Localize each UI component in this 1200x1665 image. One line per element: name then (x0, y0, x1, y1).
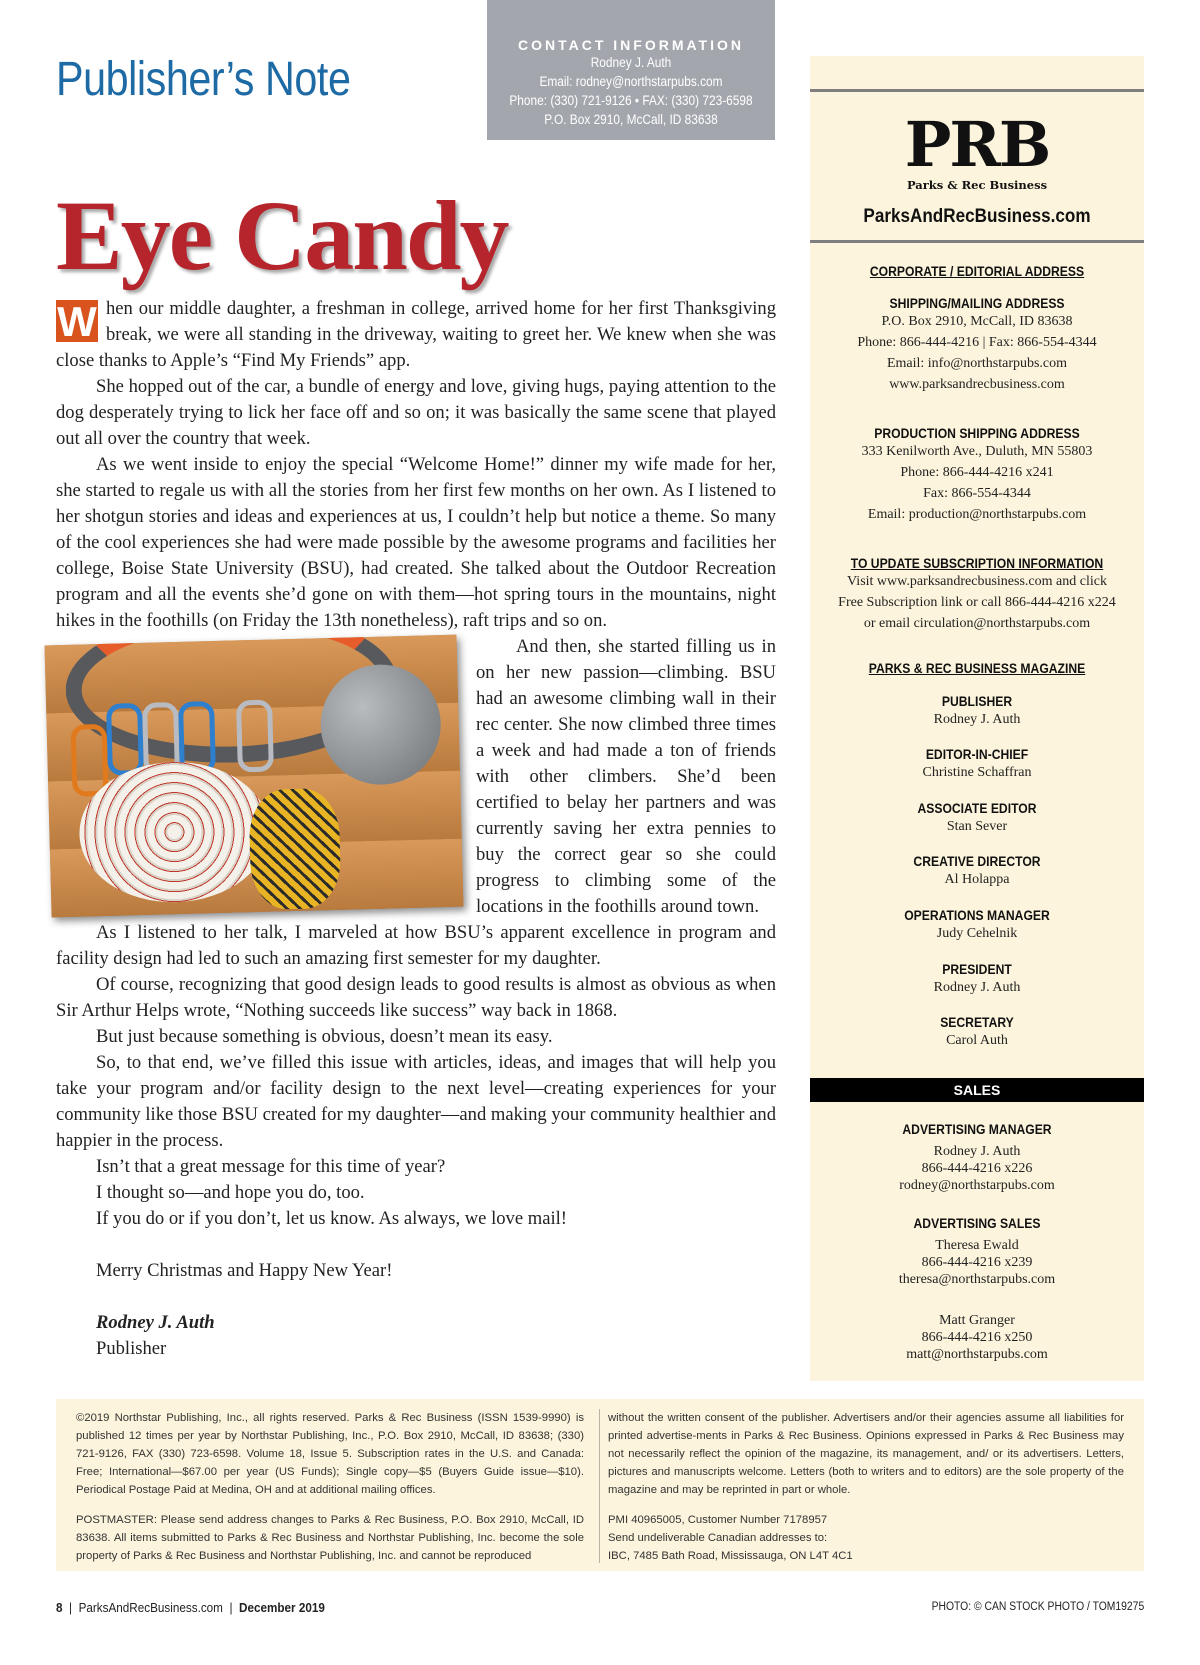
corporate-heading: CORPORATE / EDITORIAL ADDRESS (869, 264, 1085, 279)
staff-role: ASSOCIATE EDITOR (917, 801, 1037, 816)
ad-manager-phone: 866-444-4216 x226 (921, 1161, 1033, 1176)
production-email[interactable]: Email: production@northstarpubs.com (867, 507, 1087, 522)
magazine-heading: PARKS & REC BUSINESS MAGAZINE (868, 661, 1086, 676)
issue-date: December 2019 (238, 1600, 325, 1615)
section-title: Publisher’s Note (56, 53, 351, 106)
logo-tagline: Parks & Rec Business (906, 178, 1048, 192)
production-line: 333 Kenilworth Ave., Duluth, MN 55803 (861, 444, 1093, 459)
legal-column-right (608, 1409, 1124, 1565)
ad-sales-heading: ADVERTISING SALES (913, 1216, 1041, 1231)
staff-role: PUBLISHER (941, 694, 1013, 709)
article-paragraph: I thought so—and hope you do, too. (96, 1182, 365, 1203)
website-link[interactable]: ParksAndRecBusiness.com (863, 206, 1091, 227)
staff-name: Judy Cehelnik (936, 926, 1018, 941)
staff-role: PRESIDENT (942, 962, 1012, 977)
staff-role: EDITOR-IN-CHIEF (925, 747, 1029, 762)
signature-name: Rodney J. Auth (96, 1312, 215, 1333)
shipping-line: Phone: 866-444-4216 | Fax: 866-554-4344 (857, 335, 1097, 350)
paragraph-text: hen our middle daughter, a freshman in college, arrived home for her first Thanksgiving break, we were all standing in the driveway, waiting to greet her. We knew when she was close thanks to Apple’s “Find My Friends” app. (56, 298, 776, 371)
liability-notice: without the written consent of the publisher. Advertisers and/or their agencies assume all liabilities for printed advertise-ments in Parks & Rec Business. Opinions expressed in Parks & Rec Business may not necessarily reflect the opinion of the magazine, its management, and/ or its advertisers. Letters, pictures and manuscripts welcome. Letters (both to writers and to editors) are the sole property of the magazine and may be reprinted in part or whole. (608, 1412, 1124, 1496)
article-paragraph: As I listened to her talk, I marveled at how BSU’s apparent excellence in program and facility design had led to such an amazing first semester for my daughter. (56, 922, 776, 969)
article-paragraph: But just because something is obvious, doesn’t mean its easy. (96, 1026, 553, 1047)
postmaster-notice: POSTMASTER: Please send address changes to Parks & Rec Business, P.O. Box 2910, McCall, ID 83638. All items submitted to Parks & Rec Business and Northstar Publishing, Inc. become the sole property of Parks & Rec Business and Northstar Publishing, Inc. and cannot be reproduced (76, 1514, 584, 1562)
subscription-line: or email circulation@northstarpubs.com (863, 616, 1091, 631)
footer-site[interactable]: ParksAndRecBusiness.com (78, 1600, 223, 1615)
ad-manager-name: Rodney J. Auth (933, 1144, 1021, 1159)
contact-line: Phone: (330) 721-9126 • FAX: (330) 723-6598 (509, 93, 753, 108)
staff-name: Christine Schaffran (922, 765, 1032, 780)
column-divider (599, 1409, 600, 1563)
article-paragraph: Of course, recognizing that good design leads to good results is almost as obvious as when Sir Arthur Helps wrote, “Nothing succeeds like success” way back in 1868. (56, 974, 776, 1021)
masthead-sidebar (810, 56, 1144, 1381)
subscription-line: Visit www.parksandrecbusiness.com and click (847, 574, 1107, 589)
article-paragraph (56, 452, 776, 634)
page-footer (56, 1600, 325, 1615)
ad-sales-email[interactable]: theresa@northstarpubs.com (898, 1272, 1056, 1287)
ad-sales-name: Matt Granger (939, 1313, 1015, 1328)
pmi-line: PMI 40965005, Customer Number 7178957 (608, 1514, 828, 1526)
contact-line: Rodney J. Auth (590, 55, 672, 70)
article-paragraph: Isn’t that a great message for this time of year? (96, 1156, 446, 1177)
legal-column-left (76, 1409, 584, 1577)
staff-name: Al Holappa (944, 872, 1010, 887)
canada-line: Send undeliverable Canadian addresses to: (608, 1532, 828, 1544)
ad-manager-heading: ADVERTISING MANAGER (902, 1122, 1052, 1137)
shipping-email[interactable]: Email: info@northstarpubs.com (886, 356, 1068, 371)
staff-name: Rodney J. Auth (933, 980, 1021, 995)
footer-separator: | (226, 1600, 239, 1615)
signature-title: Publisher (96, 1338, 167, 1359)
shipping-website[interactable]: www.parksandrecbusiness.com (889, 377, 1065, 392)
logo-wordmark: PRB (904, 108, 1050, 181)
article-closing: Merry Christmas and Happy New Year! (96, 1260, 393, 1281)
sales-bar: SALES (810, 1078, 1144, 1102)
staff-role: CREATIVE DIRECTOR (913, 854, 1041, 869)
prb-logo (810, 108, 1144, 246)
article-paragraph: She hopped out of the car, a bundle of energy and love, giving hugs, paying attention to the dog desperately trying to lick her face off and so on; it was basically the same scene that played out all over the country that week. (56, 376, 776, 449)
shipping-line: P.O. Box 2910, McCall, ID 83638 (881, 314, 1073, 329)
production-line: Fax: 866-554-4344 (923, 486, 1031, 501)
photo-credit: PHOTO: © CAN STOCK PHOTO / TOM19275 (931, 1601, 1144, 1613)
ad-sales-phone: 866-444-4216 x250 (921, 1330, 1033, 1345)
subscription-line: Free Subscription link or call 866-444-4216 x224 (838, 595, 1116, 610)
staff-role: OPERATIONS MANAGER (904, 908, 1050, 923)
legal-notice-box (56, 1399, 1144, 1571)
staff-role: SECRETARY (940, 1015, 1014, 1030)
drop-cap: W (57, 298, 97, 345)
article-headline: Eye Candy (56, 180, 508, 291)
climbing-gear-photo (45, 635, 464, 918)
contact-line: P.O. Box 2910, McCall, ID 83638 (544, 112, 718, 127)
staff-name: Stan Sever (946, 819, 1008, 834)
article-body (56, 296, 776, 1362)
article-paragraph: If you do or if you don’t, let us know. As always, we love mail! (96, 1208, 567, 1229)
article-paragraph: So, to that end, we’ve filled this issue with articles, ideas, and images that will help you take your program and/or facility design to the next level—creating experiences for your community like those BSU created for my daughter—and making your community healthier and happier in the process. (56, 1052, 776, 1151)
page-number: 8 (56, 1600, 63, 1615)
ad-sales-phone: 866-444-4216 x239 (921, 1255, 1033, 1270)
ad-manager-email[interactable]: rodney@northstarpubs.com (899, 1178, 1055, 1193)
subscription-heading: TO UPDATE SUBSCRIPTION INFORMATION (850, 556, 1104, 571)
staff-name: Carol Auth (946, 1033, 1008, 1048)
footer-separator: | (65, 1600, 79, 1615)
paragraph-text: As we went inside to enjoy the special “Welcome Home!” dinner my wife made for her, she started to regale us with all the stories from her first few months on her own. As I listened to her shotgun stories and ideas and experiences at us, I couldn’t help but notice a theme. So many of the cool experiences she had were made possible by the awesome programs and facilities her college, Boise State University (BSU), had created. She talked about the Outdoor Recreation program and all the events she’d gone on with them—hot spring tours in the mountains, night hikes in the foothills (on Friday the 13th nonetheless), raft trips and so on. (56, 454, 776, 631)
canada-address: IBC, 7485 Bath Road, Mississauga, ON L4T 4C1 (608, 1550, 853, 1562)
contact-line: Email: rodney@northstarpubs.com (539, 74, 723, 89)
production-line: Phone: 866-444-4216 x241 (900, 465, 1054, 480)
ad-sales-email[interactable]: matt@northstarpubs.com (906, 1347, 1048, 1362)
article-paragraph (56, 296, 776, 374)
copyright-notice: ©2019 Northstar Publishing, Inc., all rights reserved. Parks & Rec Business (ISSN 1539-9990) is published 12 times per year by Northstar Publishing, Inc., P.O. Box 2910, McCall, ID 83638; (330) 721-9126, FAX (330) 723-6598. Volume 18, Issue 5. Subscription rates in the U.S. and Canada: Free; International—$67.00 per year (US Funds); Single copy—$5 (Buyers Guide issue—$10). Periodical Postage Paid at Medina, OH and at additional mailing offices. (76, 1412, 584, 1496)
shipping-heading: SHIPPING/MAILING ADDRESS (889, 296, 1065, 311)
article-paragraph: And then, she started filling us in on her new passion—climbing. BSU had an awesome climbing wall in their rec center. She now climbed three times a week and had made a ton of friends with other climbers. She’d been certified to belay her partners and was currently saving her extra pennies to buy the correct gear so she could progress to climbing some of the locations in the foothills around town. (476, 636, 776, 917)
production-heading: PRODUCTION SHIPPING ADDRESS (874, 426, 1080, 441)
contact-information-box (487, 0, 775, 140)
staff-name: Rodney J. Auth (933, 712, 1021, 727)
contact-heading: CONTACT INFORMATION (517, 37, 744, 53)
ad-sales-name: Theresa Ewald (935, 1238, 1019, 1253)
